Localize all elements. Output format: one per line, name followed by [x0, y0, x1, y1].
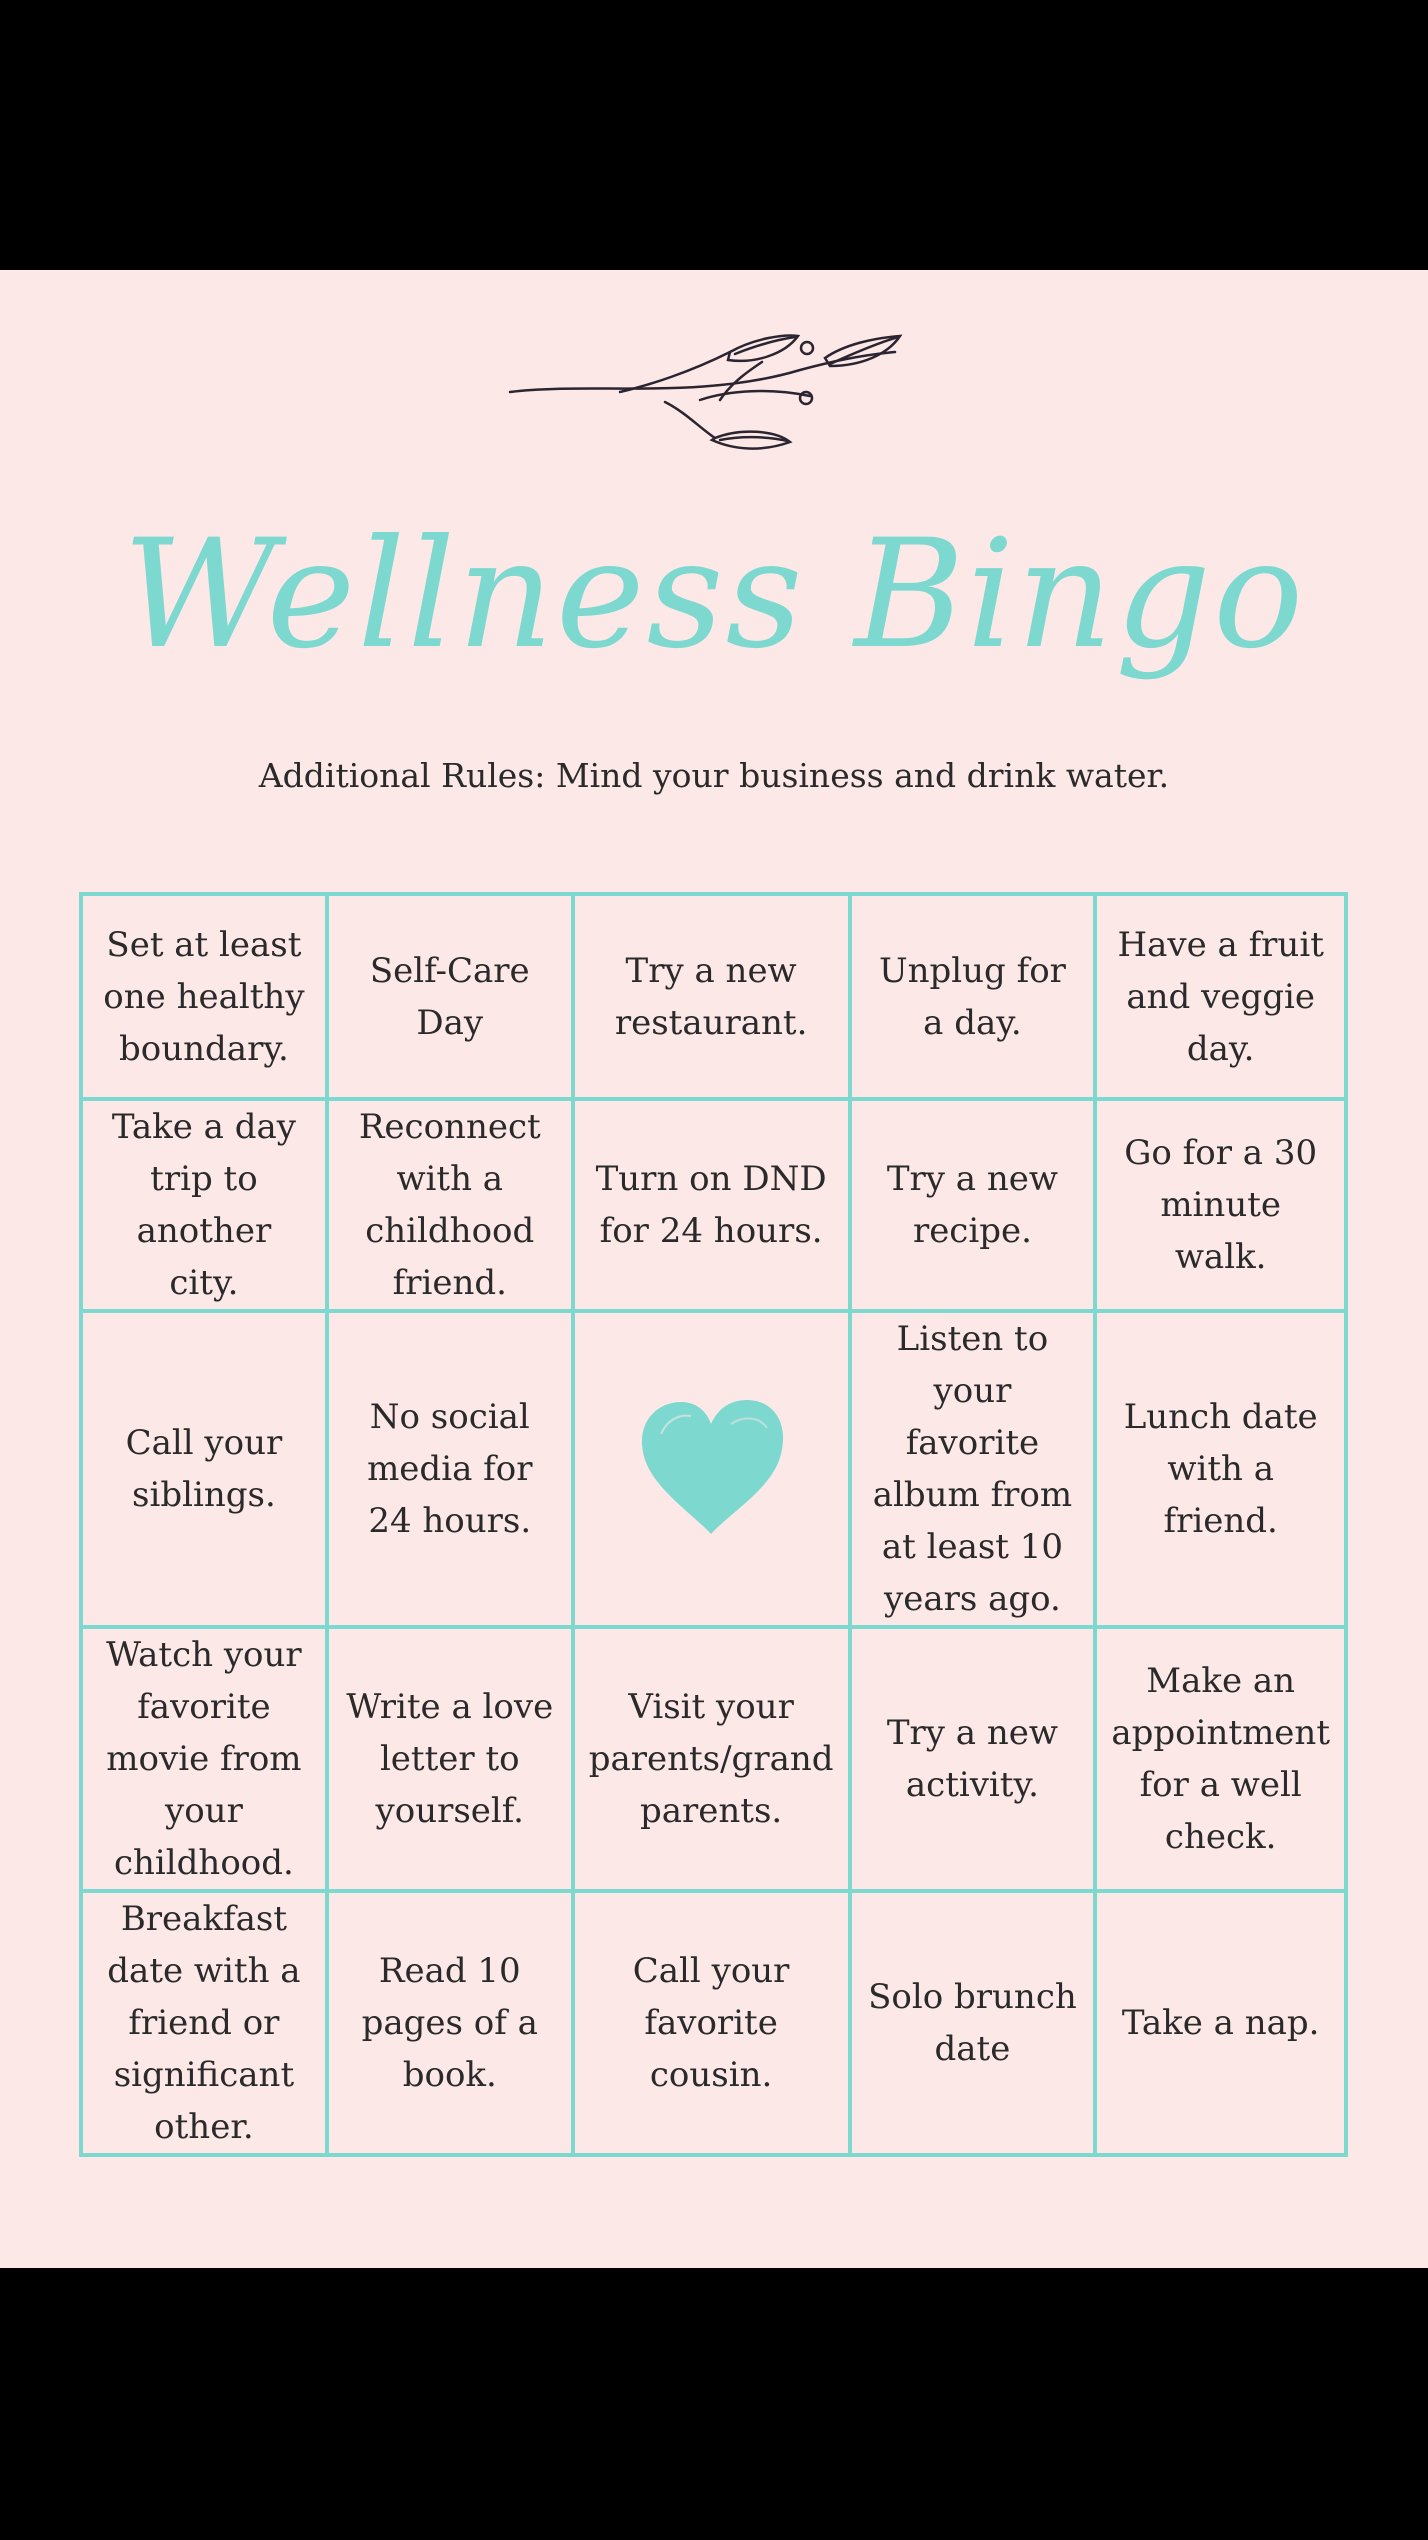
bingo-cell: Watch your favorite movie from your childhood.	[83, 1629, 329, 1893]
bingo-cell: Read 10 pages of a book.	[329, 1893, 575, 2153]
bingo-card	[0, 270, 1428, 2268]
heart-icon	[631, 1394, 791, 1544]
bingo-cell: Try a new activity.	[852, 1629, 1098, 1893]
free-space-cell	[575, 1313, 852, 1629]
bingo-cell: Breakfast date with a friend or significant other.	[83, 1893, 329, 2153]
bingo-cell: Make an appointment for a well check.	[1097, 1629, 1344, 1893]
bingo-cell: Call your siblings.	[83, 1313, 329, 1629]
bingo-cell: Turn on DND for 24 hours.	[575, 1101, 852, 1313]
bingo-cell: No social media for 24 hours.	[329, 1313, 575, 1629]
page-title: Wellness Bingo	[122, 508, 1306, 682]
bingo-cell: Listen to your favorite album from at least 10 years ago.	[852, 1313, 1098, 1629]
bingo-cell: Visit your parents/grand parents.	[575, 1629, 852, 1893]
bingo-grid	[79, 892, 1348, 2157]
bingo-cell: Have a fruit and veggie day.	[1097, 896, 1344, 1101]
bingo-cell: Go for a 30 minute walk.	[1097, 1101, 1344, 1313]
bingo-cell: Call your favorite cousin.	[575, 1893, 852, 2153]
bingo-cell: Set at least one healthy boundary.	[83, 896, 329, 1101]
bingo-cell: Lunch date with a friend.	[1097, 1313, 1344, 1629]
bingo-cell: Unplug for a day.	[852, 896, 1098, 1101]
bingo-cell: Self-Care Day	[329, 896, 575, 1101]
bingo-cell: Try a new recipe.	[852, 1101, 1098, 1313]
bingo-cell: Write a love letter to yourself.	[329, 1629, 575, 1893]
rules-text: Additional Rules: Mind your business and drink water.	[258, 756, 1170, 795]
bingo-cell: Reconnect with a childhood friend.	[329, 1101, 575, 1313]
bingo-cell: Take a day trip to another city.	[83, 1101, 329, 1313]
bingo-cell: Take a nap.	[1121, 2003, 1320, 2043]
bingo-cell: Try a new restaurant.	[575, 896, 852, 1101]
bingo-cell: Solo brunch date	[852, 1893, 1098, 2153]
leaf-sprig-icon	[500, 330, 920, 450]
